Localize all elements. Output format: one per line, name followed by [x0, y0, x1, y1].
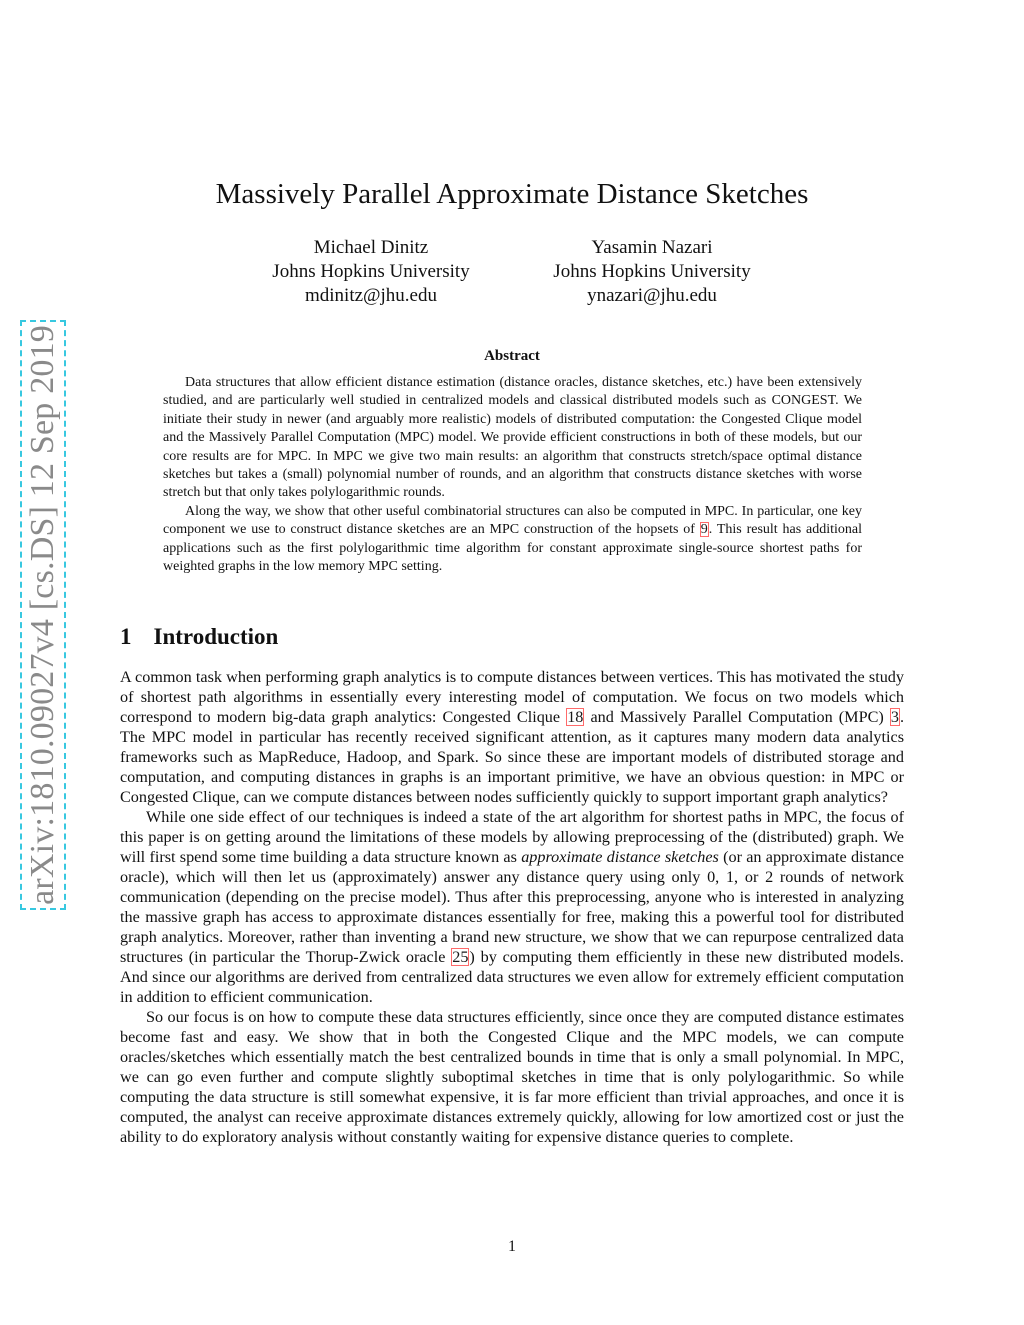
arxiv-identifier-stamp — [20, 320, 66, 910]
body-text: A common task when performing graph analytics is to compute distances between vertices. This has motivated the study of shortest path algorithms in essentially every interesting model of computation. We focus on two models which correspond to modern big-data graph analytics: Congested Clique — [120, 668, 904, 726]
arxiv-identifier-text: arXiv:1810.09027v4 [cs.DS] 12 Sep 2019 — [24, 325, 61, 905]
citation-link[interactable]: 3 — [890, 708, 899, 726]
section-heading — [120, 624, 278, 650]
abstract-body — [163, 374, 862, 576]
author-name: Michael Dinitz — [313, 237, 429, 258]
abstract-paragraph-2 — [163, 503, 862, 577]
citation-link[interactable]: 9 — [700, 522, 708, 538]
abstract-text: . This result has additional applications such as the first polylogarithmic time algorithm for constant approximate single-source shortest paths for weighted graphs in the low memory MPC setting. — [163, 522, 862, 575]
page-number: 1 — [508, 1238, 516, 1255]
author-name: Yasamin Nazari — [591, 237, 713, 258]
intro-paragraph-2 — [120, 807, 904, 1007]
author-block-2 — [512, 236, 792, 308]
body-text: . The MPC model in particular has recently received significant attention, as it captures many modern data analytics frameworks such as MapReduce, Hadoop, and Spark. So since these are important models of distributed storage and computation, and computing distances in graphs is an important primitive, we have an obvious question: in MPC or Congested Clique, can we compute distances between nodes sufficiently quickly to support important graph analytics? — [120, 708, 904, 806]
citation-link[interactable]: 25 — [452, 948, 469, 966]
author-email: ynazari@jhu.edu — [587, 285, 717, 306]
abstract-paragraph-1: Data structures that allow efficient distance estimation (distance oracles, distance sketches, etc.) have been extensively studied, and are particularly well studied in centralized models and classical distributed models such as CONGEST. We initiate their study in newer (and arguably more realistic) models of distributed computation: the Congested Clique model and the Massively Parallel Computation (MPC) model. We provide efficient constructions in both of these models, but our core results are for MPC. In MPC we give two main results: an algorithm that constructs stretch/space optimal distance sketches but takes a (small) polynomial number of rounds, and an algorithm that constructs distance sketches with worse stretch but that only takes polylogarithmic rounds. — [163, 375, 862, 501]
body-text: (or an approximate distance oracle), which will then let us (approximately) answer any distance query using only 0, 1, or 2 rounds of network communication (depending on the precise model). Thus after this preprocessing, anyone who is interested in analyzing the massive graph has access to approximate distances essentially for free, making this a powerful tool for distributed graph analytics. Moreover, rather than inventing a brand new structure, we show that we can repurpose centralized data structures (in particular the Thorup-Zwick oracle — [120, 848, 904, 966]
abstract-text: Along the way, we show that other useful combinatorial structures can also be computed in MPC. In particular, one key component we use to construct distance sketches are an MPC construction of the hopsets of — [163, 503, 862, 538]
emphasis-term: approximate distance sketches — [521, 848, 719, 866]
body-text: While one side effect of our techniques is indeed a state of the art algorithm for shortest paths in MPC, the focus of this paper is on getting around the limitations of these models by allowing preprocessing of the (distributed) graph. We will first spend some time building a data structure known as — [120, 808, 904, 866]
author-email: mdinitz@jhu.edu — [304, 285, 437, 306]
body-text: ) by computing them efficiently in these new distributed models. And since our algorithms are derived from centralized data structures we even allow for extremely efficient computation in addition to efficient communication. — [120, 948, 904, 1006]
section-title: Introduction — [153, 624, 279, 649]
paper-title: Massively Parallel Approximate Distance Sketches — [215, 178, 809, 210]
author-affiliation: Johns Hopkins University — [272, 261, 470, 282]
citation-link[interactable]: 18 — [567, 708, 584, 726]
intro-paragraph-1 — [120, 667, 904, 807]
intro-paragraph-3: So our focus is on how to compute these data structures efficiently, since once they are computed distance estimates become fast and easy. We show that in both the Congested Clique and the MPC models, we can compute oracles/sketches which essentially match the best centralized bounds in time that is only a small polynomial. In MPC, we can go even further and compute slightly suboptimal sketches in time that is only polylogarithmic. So while computing the data structure is still somewhat expensive, it is far more efficient than trivial approaches, and once it is computed, the analyst can receive approximate distances extremely quickly, allowing for low amortized cost or just the ability to do exploratory analysis without constantly waiting for expensive distance queries to complete. — [120, 1008, 904, 1146]
body-text: and Massively Parallel Computation (MPC) — [584, 708, 890, 726]
intro-body — [120, 667, 904, 1147]
author-block-1 — [231, 236, 511, 308]
abstract-heading: Abstract — [484, 348, 540, 364]
section-number: 1 — [120, 624, 132, 649]
author-affiliation: Johns Hopkins University — [553, 261, 751, 282]
